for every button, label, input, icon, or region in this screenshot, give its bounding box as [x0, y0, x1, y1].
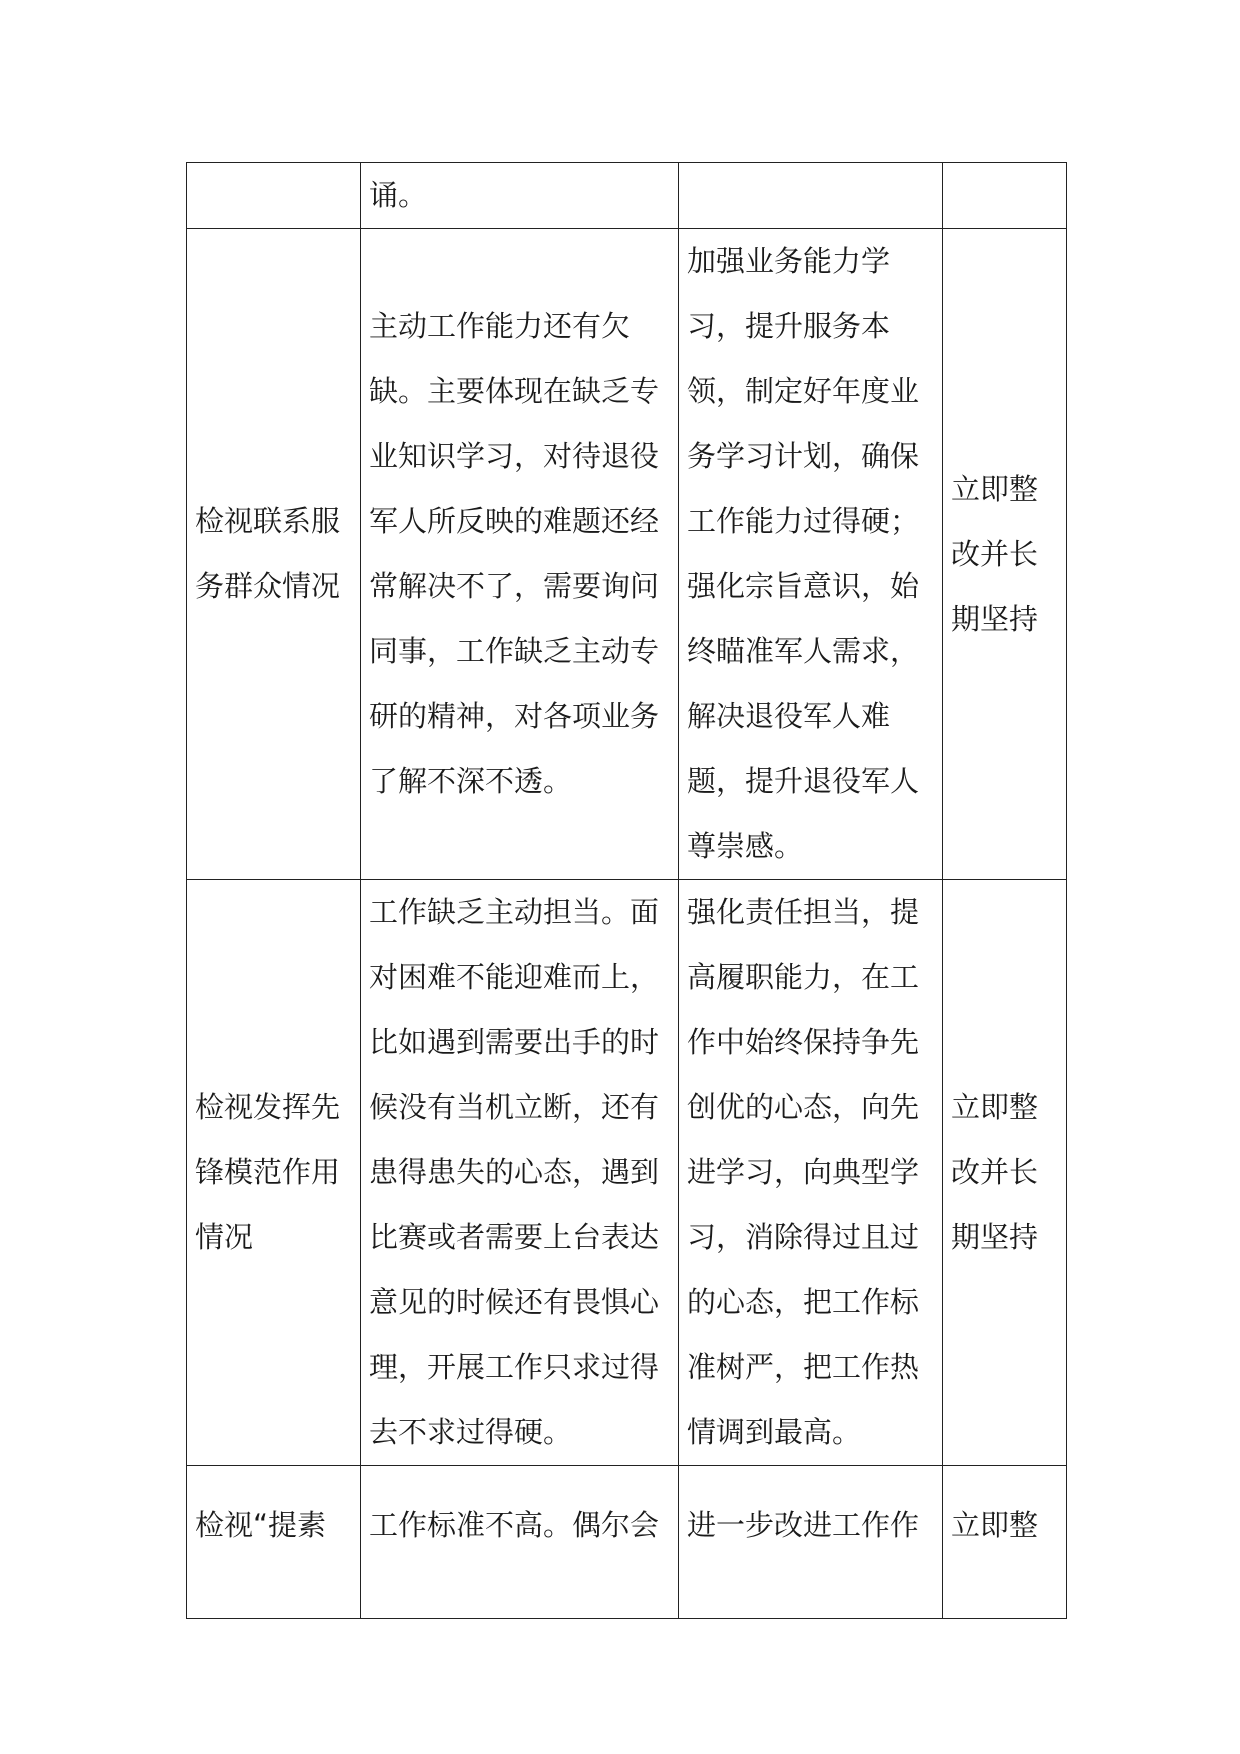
category-cell [187, 163, 361, 229]
measure-cell [679, 163, 943, 229]
category-cell: 检视发挥先锋模范作用情况 [187, 880, 361, 1466]
deadline-cell: 立即整改并长期坚持 [943, 229, 1067, 880]
rectification-table [186, 162, 1067, 1619]
deadline-cell [943, 163, 1067, 229]
measure-cell: 强化责任担当，提高履职能力，在工作中始终保持争先创优的心态，向先进学习，向典型学习，消除得过且过的心态，把工作标准树严，把工作热情调到最高。 [679, 880, 943, 1466]
problem-cell: 工作缺乏主动担当。面对困难不能迎难而上，比如遇到需要出手的时候没有当机立断，还有患得患失的心态，遇到比赛或者需要上台表达意见的时候还有畏惧心理，开展工作只求过得去不求过得硬。 [361, 880, 679, 1466]
deadline-cell: 立即整改并长期坚持 [943, 880, 1067, 1466]
problem-cell: 诵。 [361, 163, 679, 229]
measure-cell: 进一步改进工作作 [679, 1466, 943, 1619]
measure-cell: 加强业务能力学习，提升服务本领，制定好年度业务学习计划，确保工作能力过得硬；强化宗旨意识，始终瞄准军人需求，解决退役军人难题，提升退役军人尊崇感。 [679, 229, 943, 880]
deadline-cell: 立即整 [943, 1466, 1067, 1619]
table-row [187, 1466, 1067, 1619]
problem-cell: 工作标准不高。偶尔会 [361, 1466, 679, 1619]
problem-cell: 主动工作能力还有欠缺。主要体现在缺乏专业知识学习，对待退役军人所反映的难题还经常解决不了，需要询问同事，工作缺乏主动专研的精神，对各项业务了解不深不透。 [361, 229, 679, 880]
table-row [187, 229, 1067, 880]
category-cell: 检视“提素 [187, 1466, 361, 1619]
table-row [187, 163, 1067, 229]
category-cell: 检视联系服务群众情况 [187, 229, 361, 880]
table-row [187, 880, 1067, 1466]
